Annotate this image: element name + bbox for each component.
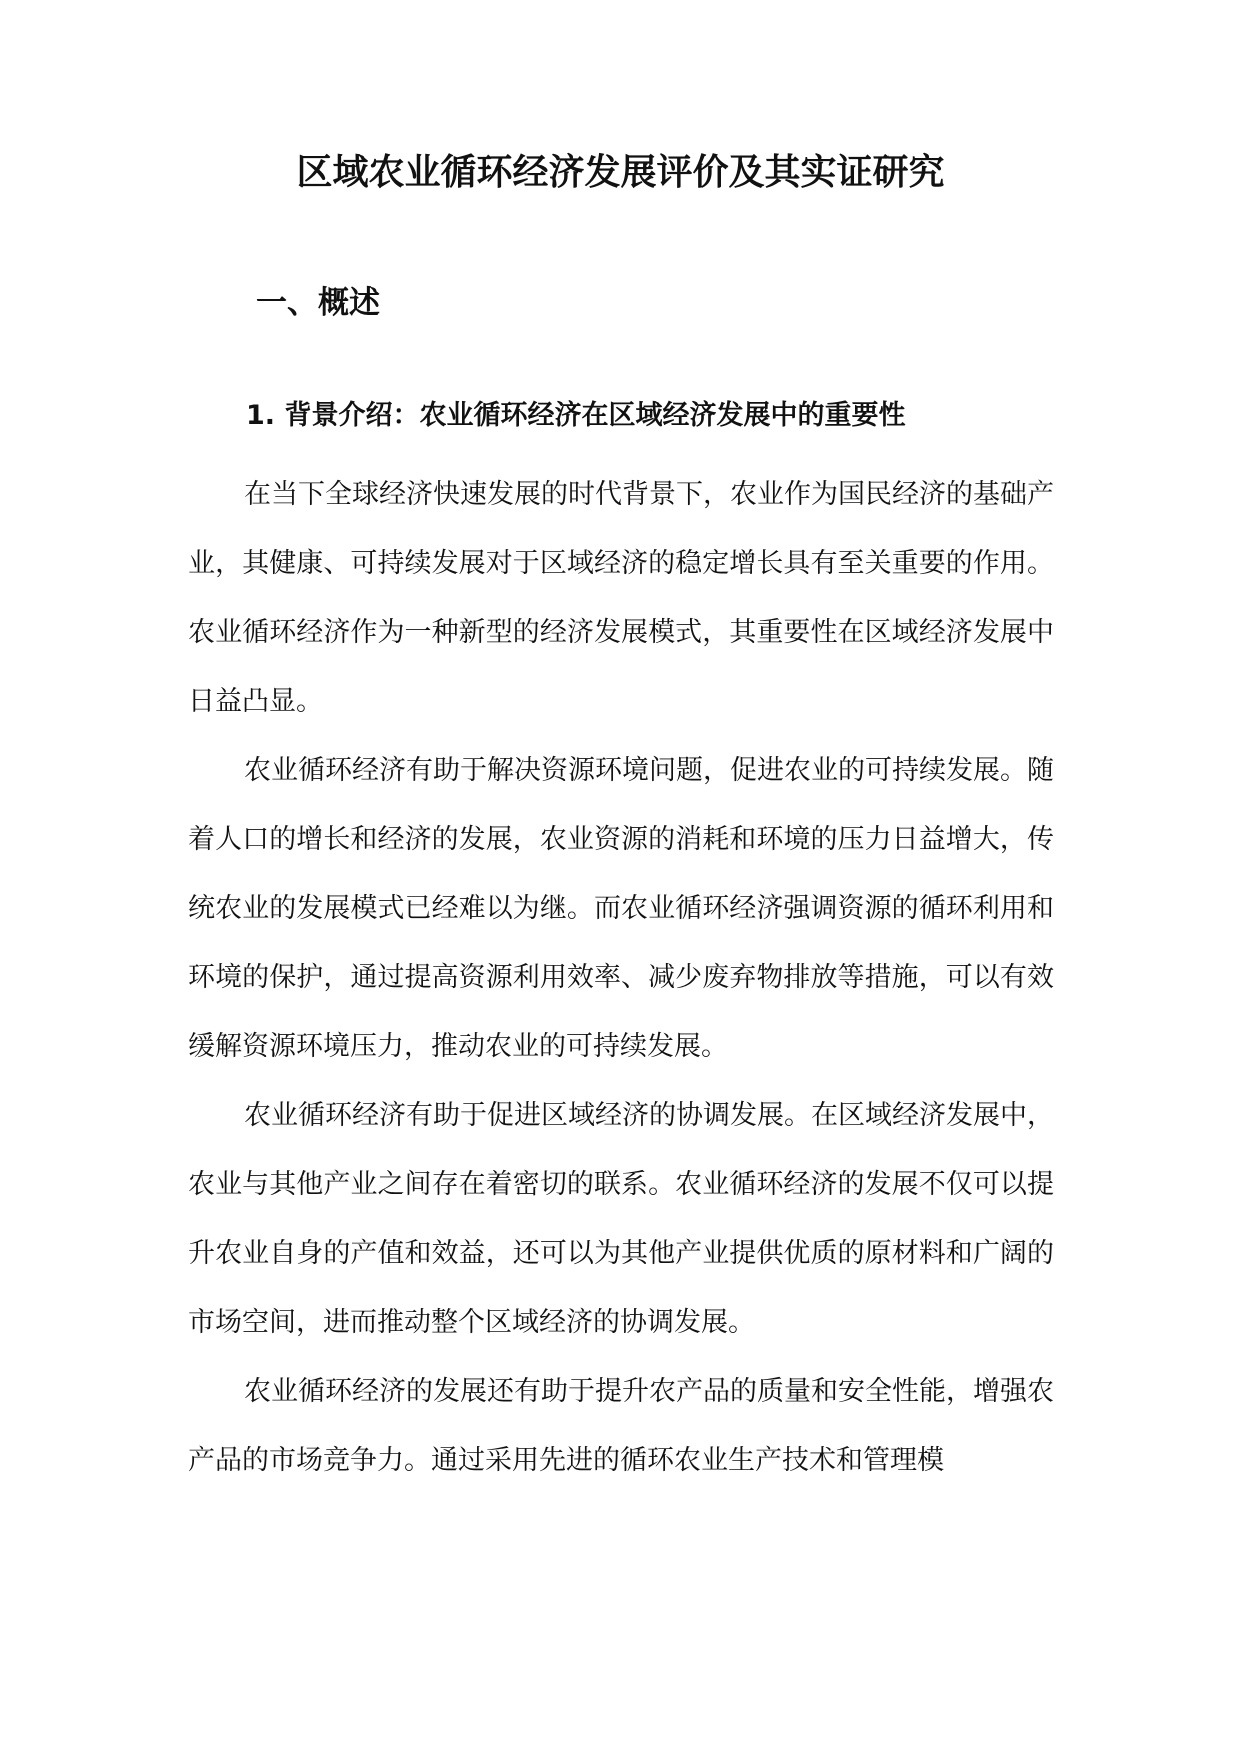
paragraph-1: 在当下全球经济快速发展的时代背景下，农业作为国民经济的基础产业，其健康、可持续发展对于区域经济的稳定增长具有至关重要的作用。农业循环经济作为一种新型的经济发展模式，其重要性在区域经济发展中日益凸显。	[188, 479, 1054, 717]
paragraph-2: 农业循环经济有助于解决资源环境问题，促进农业的可持续发展。随着人口的增长和经济的发展，农业资源的消耗和环境的压力日益增大，传统农业的发展模式已经难以为继。而农业循环经济强调资源的循环利用和环境的保护，通过提高资源利用效率、减少废弃物排放等措施，可以有效缓解资源环境压力，推动农业的可持续发展。	[188, 755, 1054, 1062]
section-heading: 一、概述	[256, 285, 380, 321]
paragraph-3: 农业循环经济有助于促进区域经济的协调发展。在区域经济发展中，农业与其他产业之间存在着密切的联系。农业循环经济的发展不仅可以提升农业自身的产值和效益，还可以为其他产业提供优质的原材料和广阔的市场空间，进而推动整个区域经济的协调发展。	[188, 1100, 1054, 1338]
document-title: 区域农业循环经济发展评价及其实证研究	[296, 152, 945, 193]
subsection-heading: 1. 背景介绍：农业循环经济在区域经济发展中的重要性	[246, 400, 906, 431]
paragraph-4: 农业循环经济的发展还有助于提升农产品的质量和安全性能，增强农产品的市场竞争力。通过采用先进的循环农业生产技术和管理模	[188, 1376, 1054, 1476]
body-text	[188, 460, 1054, 1495]
